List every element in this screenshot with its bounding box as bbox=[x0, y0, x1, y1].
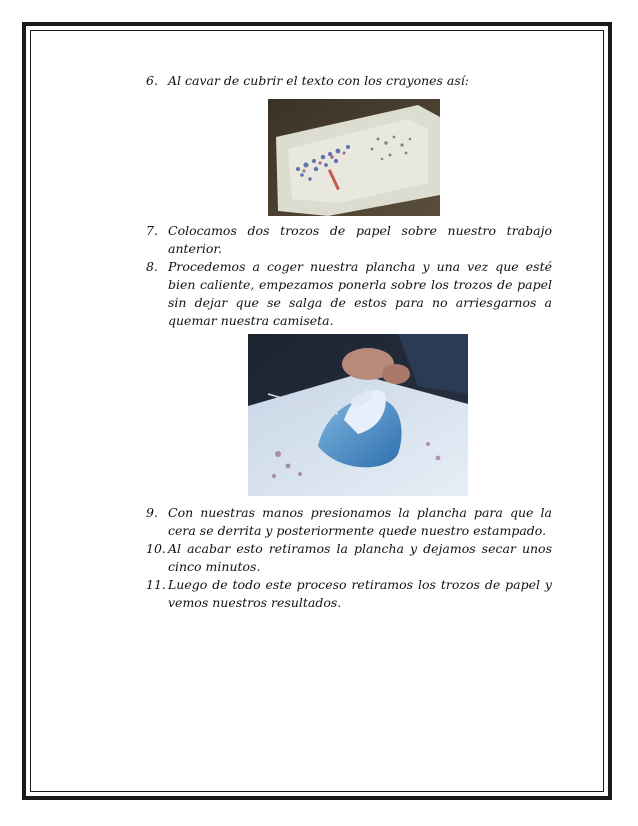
item-text: Colocamos dos trozos de papel sobre nuestro trabajo anterior. bbox=[168, 223, 552, 256]
instructions-content bbox=[146, 72, 552, 612]
item-number: 8. bbox=[146, 259, 158, 274]
list-item bbox=[146, 576, 552, 612]
item-text: Al acabar esto retiramos la plancha y dejamos secar unos cinco minutos. bbox=[168, 541, 552, 574]
item-number: 7. bbox=[146, 223, 158, 238]
item-text: Luego de todo este proceso retiramos los trozos de papel y vemos nuestros resultados. bbox=[168, 577, 552, 610]
crayon-shavings-photo bbox=[268, 99, 440, 216]
list-item bbox=[146, 222, 552, 258]
list-item bbox=[146, 72, 552, 90]
item-number: 9. bbox=[146, 505, 158, 520]
item-number: 11. bbox=[146, 577, 166, 592]
list-item bbox=[146, 258, 552, 330]
list-item bbox=[146, 540, 552, 576]
item-text: Con nuestras manos presionamos la plancha para que la cera se derrita y posteriormente quede nuestro estampado. bbox=[168, 505, 552, 538]
item-number: 10. bbox=[146, 541, 166, 556]
item-text: Procedemos a coger nuestra plancha y una vez que esté bien caliente, empezamos ponerla sobre los trozos de papel sin dejar que se salga de estos para no arriesgarnos a quemar nuestra camiseta. bbox=[168, 259, 552, 328]
ironing-photo bbox=[248, 334, 468, 496]
list-item bbox=[146, 504, 552, 540]
item-number: 6. bbox=[146, 73, 158, 88]
item-text: Al cavar de cubrir el texto con los crayones así: bbox=[168, 73, 470, 88]
